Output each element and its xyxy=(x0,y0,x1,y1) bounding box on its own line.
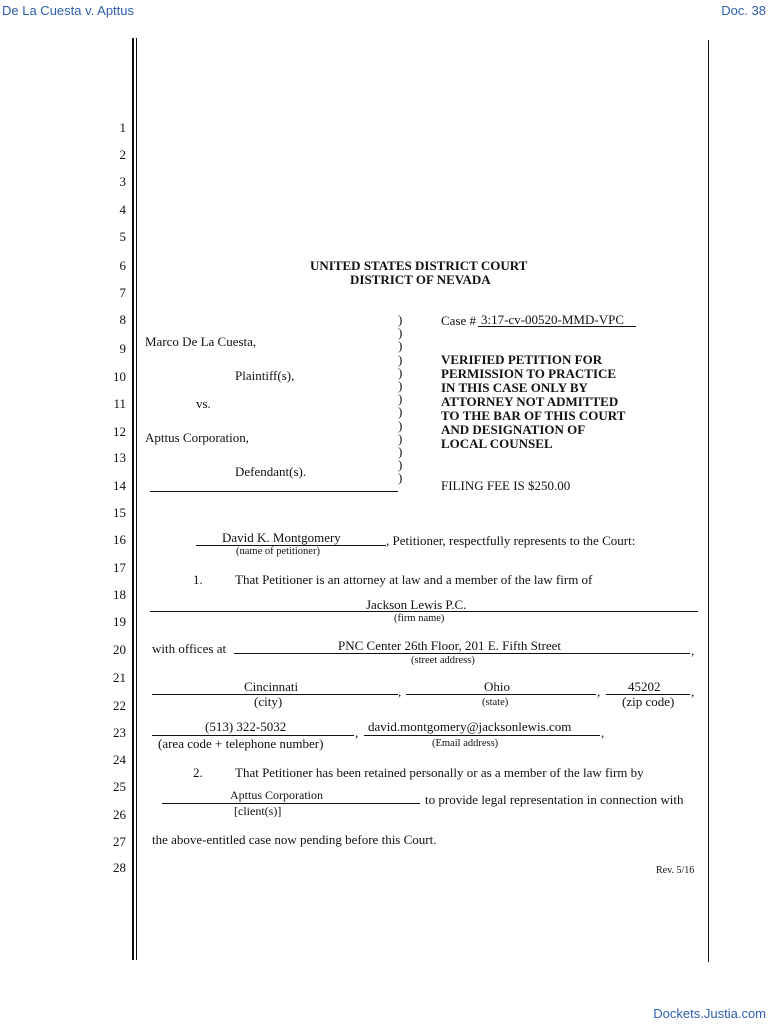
line-number: 10 xyxy=(113,369,126,384)
state-comma: , xyxy=(597,684,601,699)
line-number: 1 xyxy=(119,120,126,135)
firm-name-label: (firm name) xyxy=(394,613,445,624)
case-number: 3:17-cv-00520-MMD-VPC xyxy=(481,312,624,327)
line-number: 16 xyxy=(113,532,126,547)
line-number: 13 xyxy=(113,450,126,465)
justia-source-link[interactable]: Dockets.Justia.com xyxy=(653,1006,766,1021)
line-number: 2 xyxy=(119,147,126,162)
caption-parentheses: ) ) ) ) ) ) ) ) ) ) ) ) ) xyxy=(398,312,403,486)
line-number: 25 xyxy=(113,779,126,794)
line-number: 19 xyxy=(113,614,126,629)
state: Ohio xyxy=(484,679,510,694)
line-number: 7 xyxy=(119,285,126,300)
zip-code-label: (zip code) xyxy=(622,694,675,709)
email-address: david.montgomery@jacksonlewis.com xyxy=(368,719,572,734)
petition-title-line: IN THIS CASE ONLY BY xyxy=(441,380,588,395)
line-number: 21 xyxy=(113,670,126,685)
item-1-text: That Petitioner is an attorney at law and a member of the law firm of xyxy=(235,572,593,587)
petition-title-line: VERIFIED PETITION FOR xyxy=(441,352,603,367)
line-number: 27 xyxy=(113,834,126,849)
state-label: (state) xyxy=(482,697,509,708)
street-address: PNC Center 26th Floor, 201 E. Fifth Street xyxy=(338,638,561,653)
client-underline xyxy=(162,803,420,804)
caption-underline xyxy=(150,491,398,492)
phone-comma: , xyxy=(355,725,359,740)
petition-title-line: AND DESIGNATION OF xyxy=(441,422,586,437)
plaintiff-label: Plaintiff(s), xyxy=(235,368,295,383)
state-underline xyxy=(406,694,596,695)
email-underline xyxy=(364,735,600,736)
case-number-underline xyxy=(478,326,636,327)
line-number: 3 xyxy=(119,174,126,189)
item-1-number: 1. xyxy=(193,572,203,587)
line-number: 14 xyxy=(113,478,126,493)
line-number: 8 xyxy=(119,312,126,327)
court-district: DISTRICT OF NEVADA xyxy=(350,272,491,287)
petition-title xyxy=(441,353,625,451)
petitioner-name: David K. Montgomery xyxy=(222,530,341,545)
defendant-name: Apttus Corporation, xyxy=(145,430,249,445)
client-statement: to provide legal representation in connection with xyxy=(425,792,684,807)
phone-number: (513) 322-5032 xyxy=(205,719,287,734)
filing-fee: FILING FEE IS $250.00 xyxy=(441,478,571,493)
versus-text: vs. xyxy=(196,396,211,411)
client-label: [client(s)] xyxy=(234,804,282,818)
street-address-label: (street address) xyxy=(411,655,475,666)
item-2-number: 2. xyxy=(193,765,203,780)
line-number: 28 xyxy=(113,860,126,875)
line-number: 23 xyxy=(113,725,126,740)
line-number: 24 xyxy=(113,752,126,767)
street-address-underline xyxy=(234,653,690,654)
left-margin-line-inner xyxy=(136,38,137,960)
line-number: 5 xyxy=(119,229,126,244)
petition-title-line: PERMISSION TO PRACTICE xyxy=(441,366,617,381)
line-number: 15 xyxy=(113,505,126,520)
petition-title-line: TO THE BAR OF THIS COURT xyxy=(441,408,626,423)
phone-label: (area code + telephone number) xyxy=(158,736,324,751)
zip-comma: , xyxy=(691,684,695,699)
line-number: 9 xyxy=(119,341,126,356)
firm-name-underline xyxy=(150,611,698,612)
petition-title-line: ATTORNEY NOT ADMITTED xyxy=(441,394,619,409)
petitioner-statement: , Petitioner, respectfully represents to the Court: xyxy=(386,533,636,548)
line-number: 17 xyxy=(113,560,126,575)
line-number: 12 xyxy=(113,424,126,439)
petition-title-line: LOCAL COUNSEL xyxy=(441,436,553,451)
left-margin-line xyxy=(132,38,134,960)
item-2-text: That Petitioner has been retained personally or as a member of the law firm by xyxy=(235,765,644,780)
defendant-label: Defendant(s). xyxy=(235,464,307,479)
line-number: 18 xyxy=(113,587,126,602)
line-number: 4 xyxy=(119,202,126,217)
line-number: 11 xyxy=(113,396,126,411)
email-label: (Email address) xyxy=(432,738,499,749)
plaintiff-name: Marco De La Cuesta, xyxy=(145,334,257,349)
firm-name: Jackson Lewis P.C. xyxy=(366,597,467,612)
case-number-prefix: Case # xyxy=(441,313,477,328)
case-title-link[interactable]: De La Cuesta v. Apttus xyxy=(2,3,134,18)
offices-prefix: with offices at xyxy=(152,641,227,656)
closing-line: the above-entitled case now pending before this Court. xyxy=(152,832,437,847)
email-comma: , xyxy=(601,725,605,740)
line-number: 20 xyxy=(113,642,126,657)
revision-label: Rev. 5/16 xyxy=(656,865,695,876)
city: Cincinnati xyxy=(244,679,299,694)
city-label: (city) xyxy=(254,694,283,709)
city-comma: , xyxy=(398,684,402,699)
street-comma: , xyxy=(691,643,695,658)
petitioner-name-label: (name of petitioner) xyxy=(236,546,320,557)
client-name: Apttus Corporation xyxy=(230,788,323,802)
right-margin-line xyxy=(708,40,709,962)
zip-code: 45202 xyxy=(628,679,661,694)
line-number: 26 xyxy=(113,807,126,822)
line-number: 22 xyxy=(113,698,126,713)
line-number: 6 xyxy=(119,258,126,273)
document-number-link[interactable]: Doc. 38 xyxy=(721,3,766,18)
court-name: UNITED STATES DISTRICT COURT xyxy=(310,258,528,273)
